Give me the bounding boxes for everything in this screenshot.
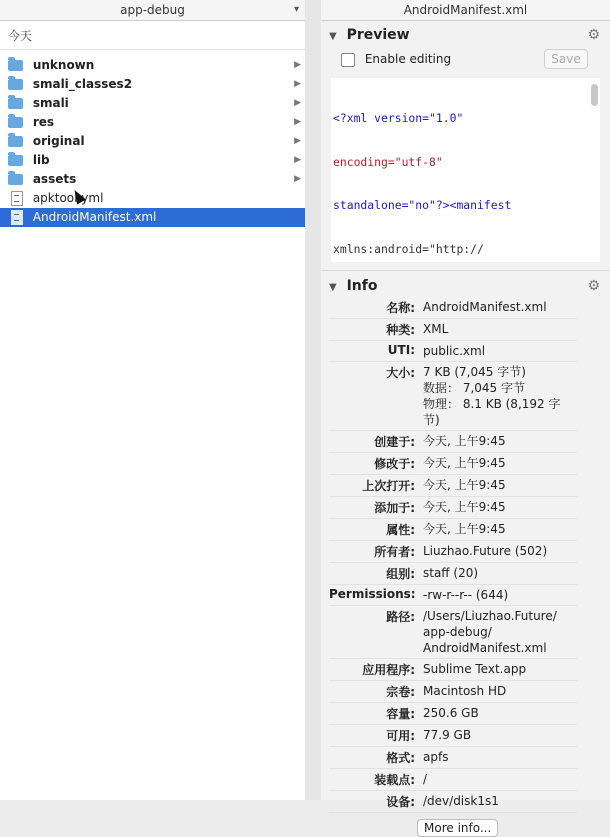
info-row — [329, 431, 577, 453]
info-key: 所有者: — [374, 545, 415, 559]
info-key: 格式: — [386, 751, 415, 765]
info-value: 今天, 上午9:45 — [423, 478, 506, 492]
more-info-button[interactable]: More info... — [417, 819, 498, 837]
list-item[interactable] — [0, 56, 305, 75]
info-row — [329, 703, 577, 725]
info-value: /dev/disk1s1 — [423, 794, 499, 808]
item-label: unknown — [32, 58, 95, 72]
folder-icon — [8, 98, 23, 109]
info-table — [329, 297, 577, 813]
section-title: Info — [346, 278, 378, 294]
folder-icon — [8, 155, 23, 166]
info-row — [329, 341, 577, 362]
info-value: 今天, 上午9:45 — [423, 500, 506, 514]
enable-editing-label: Enable editing — [364, 52, 452, 66]
info-section-header[interactable] — [321, 275, 610, 297]
info-value: / — [423, 772, 428, 786]
info-key: 可用: — [386, 729, 415, 743]
info-key: 上次打开: — [362, 479, 415, 493]
chevron-right-icon: ▶ — [294, 174, 301, 184]
info-key: 添加于: — [374, 501, 415, 515]
gear-icon[interactable]: ⚙ — [587, 27, 600, 43]
item-label: assets — [32, 172, 77, 186]
section-title: Preview — [346, 27, 410, 43]
info-row — [329, 659, 577, 681]
file-icon — [11, 210, 23, 225]
info-key: 组别: — [386, 567, 415, 581]
info-key: UTI: — [387, 343, 415, 357]
info-row — [329, 747, 577, 769]
item-label: lib — [32, 153, 50, 167]
chevron-right-icon: ▶ — [294, 117, 301, 127]
info-value: 250.6 GB — [423, 706, 479, 720]
chevron-right-icon: ▶ — [294, 155, 301, 165]
info-value: public.xml — [423, 344, 486, 358]
info-row — [329, 497, 577, 519]
chevron-right-icon: ▶ — [294, 60, 301, 70]
file-icon — [11, 191, 23, 206]
info-row — [329, 791, 577, 813]
save-button[interactable]: Save — [544, 49, 588, 69]
list-item-selected[interactable] — [0, 208, 305, 227]
edit-row — [321, 46, 610, 72]
column-divider[interactable] — [305, 0, 322, 800]
item-label: smali — [32, 96, 69, 110]
info-key: 修改于: — [374, 457, 415, 471]
info-key: Permissions: — [329, 587, 416, 601]
info-key: 属性: — [386, 523, 415, 537]
folder-icon — [8, 174, 23, 185]
info-row — [329, 606, 577, 659]
info-key: 应用程序: — [362, 663, 415, 677]
info-row — [329, 585, 577, 606]
code-line: xmlns:android="http:// — [333, 241, 484, 256]
folder-icon — [8, 79, 23, 90]
file-list — [0, 56, 305, 227]
info-value: 今天, 上午9:45 — [423, 522, 506, 536]
chevron-right-icon: ▶ — [294, 98, 301, 108]
folder-icon — [8, 117, 23, 128]
info-value: Macintosh HD — [423, 684, 507, 698]
list-item[interactable] — [0, 151, 305, 170]
column-title: app-debug — [120, 3, 185, 17]
info-value: 7 KB (7,045 字节) 数据： 7,045 字节 物理： 8.1 KB (8,192 字节) — [423, 365, 561, 427]
info-value: 77.9 GB — [423, 728, 472, 742]
info-row — [329, 725, 577, 747]
info-key: 大小: — [386, 366, 415, 380]
folder-icon — [8, 60, 23, 71]
chevron-right-icon: ▶ — [294, 79, 301, 89]
enable-editing-checkbox[interactable] — [341, 53, 355, 67]
list-item[interactable] — [0, 75, 305, 94]
item-label: AndroidManifest.xml — [32, 210, 157, 224]
preview-column — [321, 0, 610, 835]
list-item[interactable] — [0, 189, 305, 208]
code-preview[interactable] — [331, 78, 600, 262]
info-row — [329, 563, 577, 585]
info-row — [329, 769, 577, 791]
chevron-down-icon[interactable]: ▾ — [293, 4, 299, 15]
info-value: /Users/Liuzhao.Future/ app-debug/ AndroidManifest.xml — [423, 609, 557, 655]
info-value: AndroidManifest.xml — [423, 300, 547, 314]
info-row — [329, 453, 577, 475]
info-value: 今天, 上午9:45 — [423, 434, 506, 448]
item-label: smali_classes2 — [32, 77, 133, 91]
info-row — [329, 541, 577, 563]
info-key: 容量: — [386, 707, 415, 721]
preview-section-header[interactable] — [321, 24, 610, 46]
code-line: encoding="utf-8" — [333, 154, 443, 169]
info-row — [329, 681, 577, 703]
scrollbar-thumb[interactable] — [591, 84, 598, 106]
chevron-right-icon: ▶ — [294, 136, 301, 146]
info-row — [329, 319, 577, 341]
item-label: res — [32, 115, 55, 129]
group-label: 今天 — [0, 21, 305, 50]
column-header[interactable] — [0, 0, 305, 21]
info-value: XML — [423, 322, 449, 336]
info-row — [329, 297, 577, 319]
info-value: Sublime Text.app — [423, 662, 527, 676]
info-key: 创建于: — [374, 435, 415, 449]
info-value: 今天, 上午9:45 — [423, 456, 506, 470]
info-key: 路径: — [386, 610, 415, 624]
item-label: apktool.yml — [32, 191, 104, 205]
item-label: original — [32, 134, 85, 148]
gear-icon[interactable]: ⚙ — [587, 278, 600, 294]
list-item[interactable] — [0, 132, 305, 151]
info-key: 设备: — [386, 795, 415, 809]
info-key: 名称: — [386, 301, 415, 315]
info-value: staff (20) — [423, 566, 479, 580]
folder-icon — [8, 136, 23, 147]
info-key: 种类: — [386, 323, 415, 337]
info-row — [329, 475, 577, 497]
list-item[interactable] — [0, 94, 305, 113]
list-item[interactable] — [0, 113, 305, 132]
code-line: standalone="no"?><manifest — [333, 198, 512, 212]
info-key: 宗卷: — [386, 685, 415, 699]
info-section — [321, 270, 610, 837]
file-browser-column — [0, 0, 306, 800]
code-line: <?xml version="1.0" — [333, 111, 464, 125]
info-row — [329, 362, 577, 431]
info-value: Liuzhao.Future (502) — [423, 544, 548, 558]
info-row — [329, 519, 577, 541]
list-item[interactable] — [0, 170, 305, 189]
disclosure-triangle-icon[interactable]: ▼ — [329, 31, 337, 42]
info-key: 装载点: — [374, 773, 415, 787]
info-value: -rw-r--r-- (644) — [423, 588, 509, 602]
column-title: AndroidManifest.xml — [403, 3, 528, 17]
column-header — [321, 0, 610, 21]
info-value: apfs — [423, 750, 449, 764]
disclosure-triangle-icon[interactable]: ▼ — [329, 282, 337, 293]
